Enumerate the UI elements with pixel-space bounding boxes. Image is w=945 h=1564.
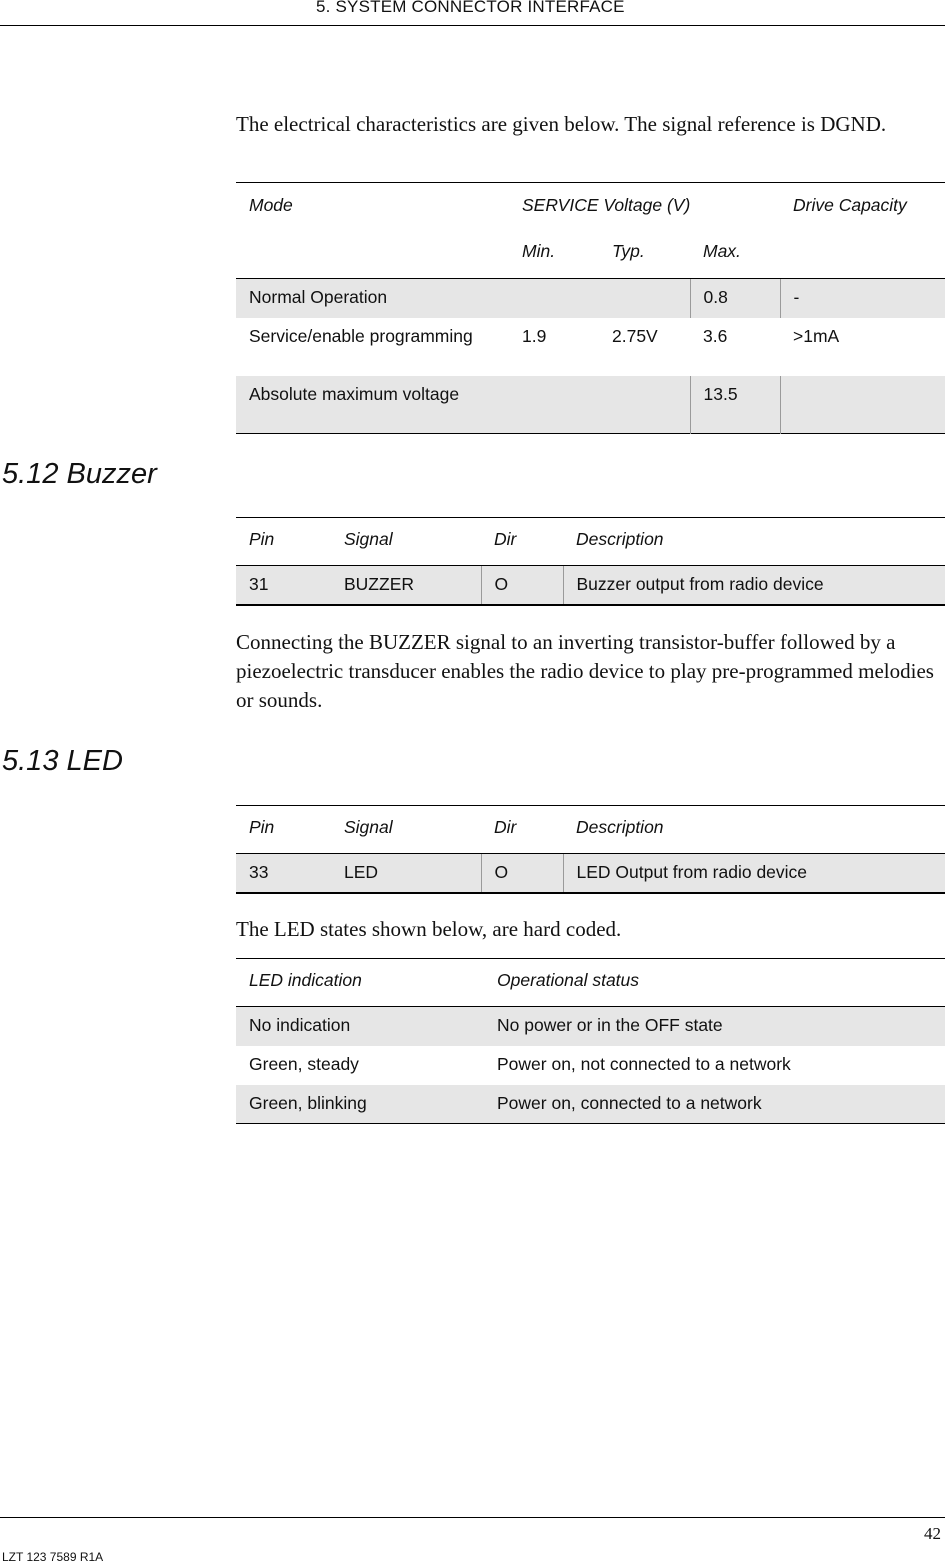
cell-max: 0.8 — [690, 279, 780, 318]
table-row — [236, 318, 945, 376]
cell-status: Power on, not connected to a network — [497, 1053, 791, 1074]
cell-pin: 33 — [249, 862, 269, 882]
table-header-row — [236, 183, 945, 231]
cell-indication: No indication — [249, 1015, 351, 1035]
intro-paragraph: The electrical characteristics are given below. The signal reference is DGND. — [236, 112, 887, 136]
col-typ-header: Typ. — [612, 240, 645, 261]
section-heading-led: 5.13 LED — [2, 745, 123, 777]
page-number: 42 — [924, 1524, 941, 1543]
cell-description: LED Output from radio device — [563, 854, 945, 893]
led-pin-table — [236, 805, 945, 894]
buzzer-paragraph: Connecting the BUZZER signal to an inverting transistor-buffer followed by a piezoelectric transducer enables the radio device to play pre-programmed melodies or sounds. — [236, 630, 934, 712]
table-row — [236, 566, 945, 605]
table-row — [236, 376, 945, 434]
cell-typ — [599, 279, 690, 318]
table-header-row — [236, 959, 945, 1007]
col-dir-header: Dir — [481, 806, 563, 854]
col-voltage-header: SERVICE Voltage (V) — [522, 195, 691, 215]
cell-indication: Green, blinking — [249, 1092, 367, 1113]
cell-typ: 2.75V — [612, 325, 658, 346]
table-row — [236, 1007, 945, 1046]
cell-typ — [599, 376, 690, 434]
cell-drive: - — [780, 279, 945, 318]
cell-status: Power on, connected to a network — [497, 1092, 762, 1113]
document-id: LZT 123 7589 R1A — [2, 1550, 104, 1564]
table-row — [236, 1085, 945, 1124]
table-row — [236, 279, 945, 318]
col-signal-header: Signal — [331, 518, 481, 566]
led-paragraph: The LED states shown below, are hard coded. — [236, 917, 622, 941]
footer-divider — [0, 1517, 945, 1518]
table-header-row — [236, 518, 945, 566]
section-heading-buzzer: 5.12 Buzzer — [2, 458, 157, 490]
cell-min — [509, 376, 599, 434]
cell-mode: Normal Operation — [236, 279, 509, 318]
cell-max: 3.6 — [703, 325, 728, 346]
table-row — [236, 854, 945, 893]
col-pin-header: Pin — [236, 806, 331, 854]
buzzer-pin-table — [236, 517, 945, 606]
header-title: 5. SYSTEM CONNECTOR INTERFACE — [316, 0, 625, 16]
col-pin-header: Pin — [236, 518, 331, 566]
col-max-header: Max. — [703, 240, 741, 261]
table-subheader-row — [236, 231, 945, 279]
col-description-header: Description — [563, 806, 945, 854]
table-row — [236, 1046, 945, 1085]
service-voltage-table — [236, 182, 945, 434]
cell-min: 1.9 — [522, 325, 547, 346]
col-drive-header: Drive Capacity — [793, 195, 907, 215]
col-indication-header: LED indication — [236, 959, 484, 1007]
cell-signal: BUZZER — [344, 574, 414, 594]
cell-dir: O — [481, 854, 563, 893]
page-header — [0, 0, 945, 26]
table-header-row — [236, 806, 945, 854]
cell-drive — [780, 376, 945, 434]
col-signal-header: Signal — [331, 806, 481, 854]
cell-drive: >1mA — [793, 325, 840, 346]
cell-pin: 31 — [249, 574, 269, 594]
cell-description: Buzzer output from radio device — [563, 566, 945, 605]
col-status-header: Operational status — [484, 959, 945, 1007]
cell-mode: Absolute maximum voltage — [249, 383, 460, 404]
cell-status: No power or in the OFF state — [497, 1015, 723, 1035]
cell-mode: Service/enable programming — [249, 325, 473, 346]
led-states-table — [236, 958, 945, 1124]
col-description-header: Description — [563, 518, 945, 566]
cell-max: 13.5 — [690, 376, 780, 434]
col-dir-header: Dir — [481, 518, 563, 566]
cell-dir: O — [481, 566, 563, 605]
cell-min — [509, 279, 599, 318]
cell-indication: Green, steady — [249, 1053, 359, 1074]
col-mode-header: Mode — [249, 195, 293, 215]
cell-signal: LED — [344, 862, 379, 882]
col-min-header: Min. — [522, 240, 556, 261]
